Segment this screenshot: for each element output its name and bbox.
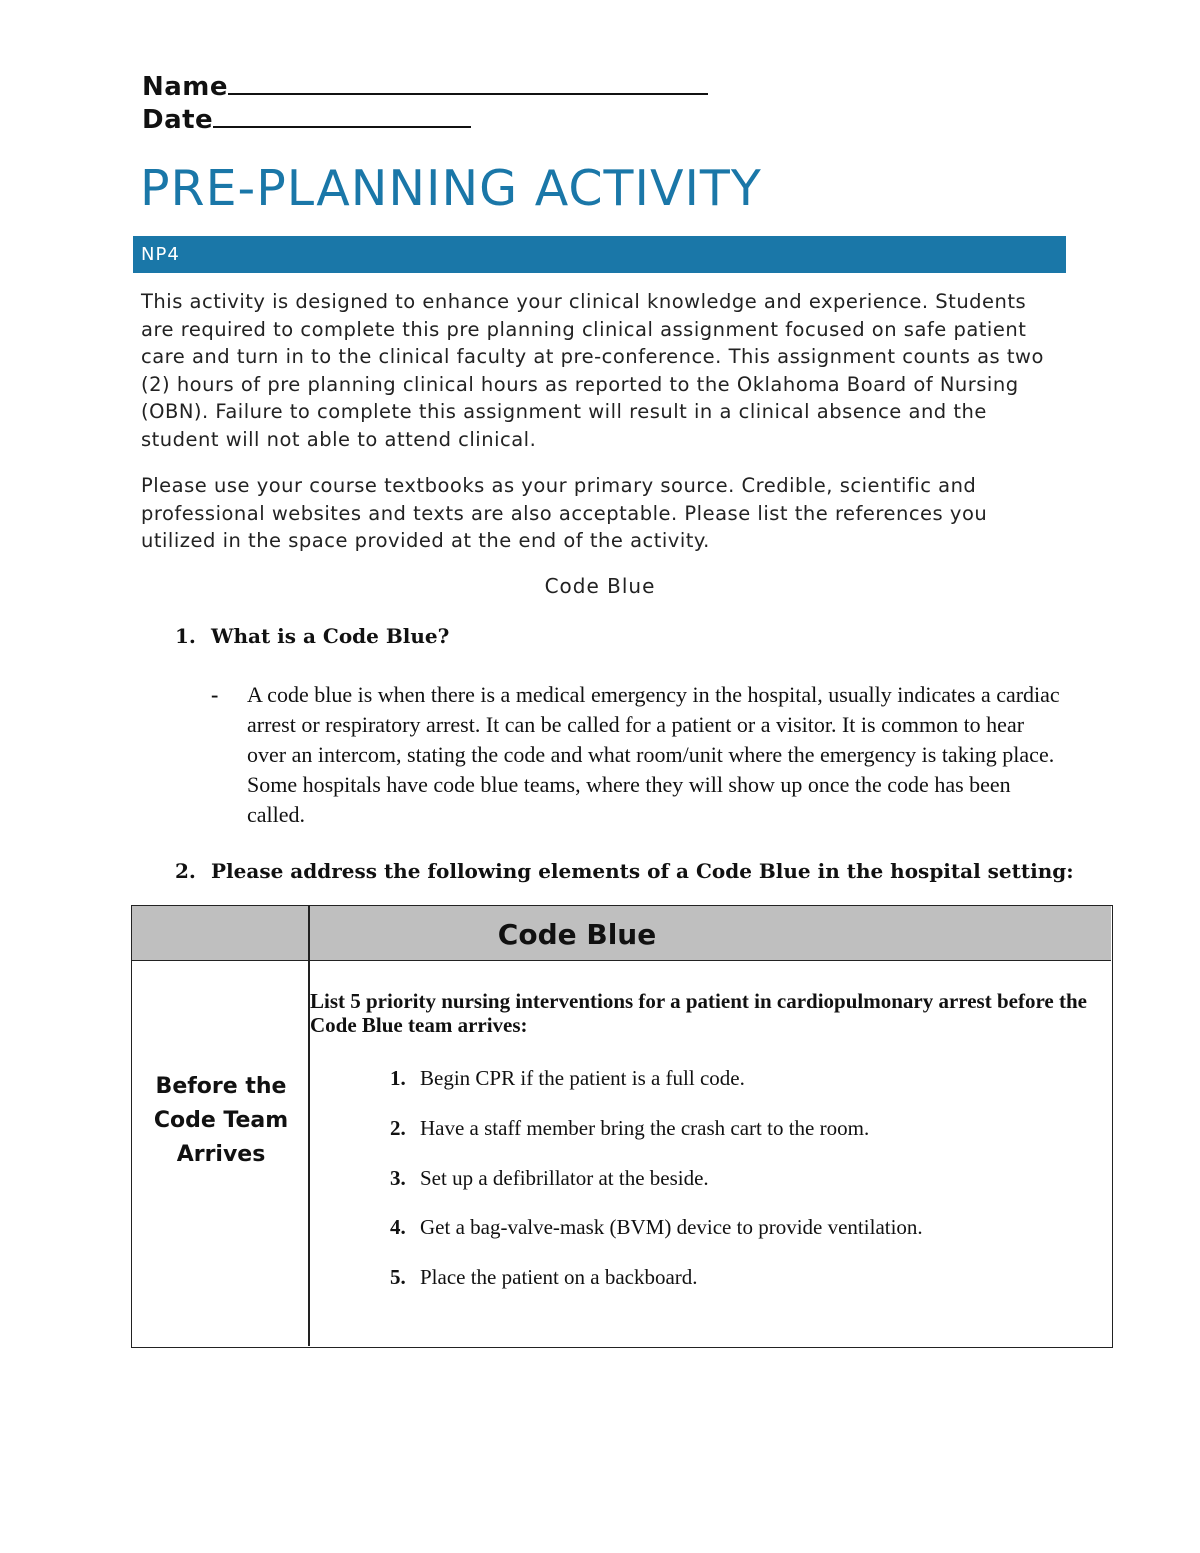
table-prompt: List 5 priority nursing interventions for a patient in cardiopulmonary arrest before the Code Blue team arrives: [310,989,1087,1037]
intervention-item [390,1215,923,1240]
bullet-dash: - [211,682,219,707]
date-blank-line[interactable] [213,106,471,128]
table-row-label: Before the Code Team Arrives [153,1074,289,1167]
date-label: Date [142,105,214,135]
intervention-item [390,1116,869,1141]
date-field[interactable] [142,105,471,135]
table-header-title: Code Blue [497,918,657,951]
intervention-item [390,1166,709,1191]
question-1-number: 1. [175,624,196,648]
question-2 [175,859,1074,883]
section-heading: Code Blue [544,574,656,598]
name-blank-line[interactable] [228,73,708,95]
intervention-number: 4. [390,1215,406,1239]
question-1 [175,624,449,648]
intervention-text: Begin CPR if the patient is a full code. [420,1066,745,1090]
intervention-text: Have a staff member bring the crash cart to the room. [420,1116,870,1140]
intervention-item [390,1265,698,1290]
question-1-answer: A code blue is when there is a medical emergency in the hospital, usually indicates a cardiac arrest or respiratory arrest. It can be called for a patient or a visitor. It is common to hear over an intercom, stating the code and what room/unit where the emergency is taking place. Some hospitals have code blue teams, where they will show up once the code has been called. [247,682,1060,827]
intervention-item [390,1066,745,1091]
intervention-number: 1. [390,1066,406,1090]
question-2-text: Please address the following elements of a Code Blue in the hospital setting: [211,859,1074,883]
course-code: NP4 [141,244,180,265]
code-blue-table [131,905,1113,1348]
intervention-number: 2. [390,1116,406,1140]
intro-paragraph-1: This activity is designed to enhance your clinical knowledge and experience. Students are required to complete this pre planning clinical assignment focused on safe patient care and turn in to the clinical faculty at pre-conference. This assignment counts as two (2) hours of pre planning clinical hours as reported to the Oklahoma Board of Nursing (OBN). Failure to complete this assignment will result in a clinical absence and the student will not able to attend clinical. [141,290,1044,451]
table-column-divider [308,906,310,1346]
name-field[interactable] [142,72,708,102]
intro-paragraph-2: Please use your course textbooks as your primary source. Credible, scientific and professional websites and texts are also acceptable. Please list the references you utilized in the space provided at the end of the activity. [141,474,988,553]
name-label: Name [142,72,229,102]
question-2-number: 2. [175,859,196,883]
course-bar [133,236,1066,273]
question-1-answer-item [211,680,1062,830]
page-title: PRE-PLANNING ACTIVITY [140,160,762,217]
intervention-text: Set up a defibrillator at the beside. [420,1166,709,1190]
intervention-number: 3. [390,1166,406,1190]
intervention-number: 5. [390,1265,406,1289]
question-1-text: What is a Code Blue? [211,624,450,648]
intervention-text: Get a bag-valve-mask (BVM) device to provide ventilation. [420,1215,923,1239]
intervention-text: Place the patient on a backboard. [420,1265,698,1289]
